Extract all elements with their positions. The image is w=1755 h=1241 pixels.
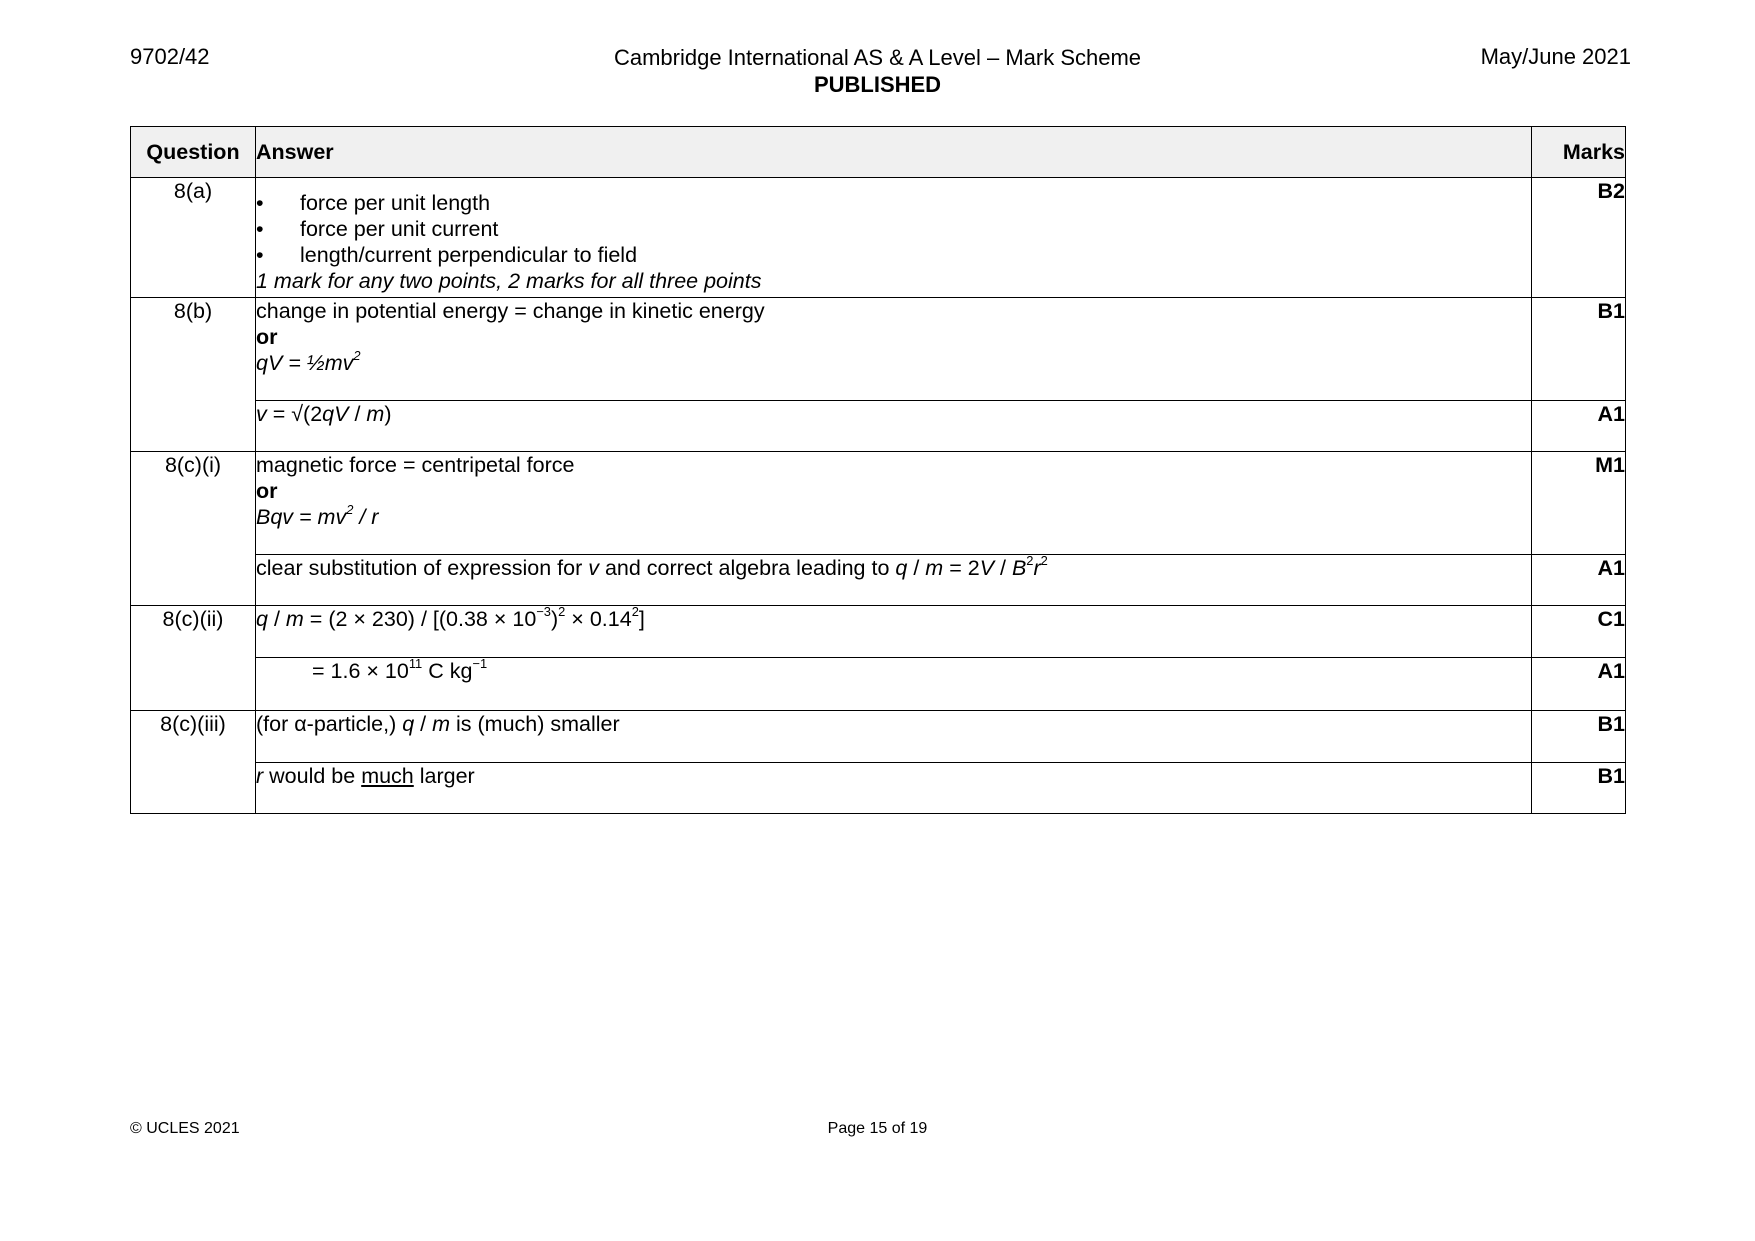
- mark-code: B1: [1532, 298, 1626, 401]
- bullet-icon: •: [256, 191, 264, 215]
- answer-cell: [256, 178, 1532, 298]
- slash: /: [348, 402, 367, 426]
- equation-text: × 0.14: [565, 607, 632, 631]
- equation-text: / r: [353, 505, 379, 529]
- table-row: [131, 606, 1626, 658]
- question-number: 8(a): [131, 178, 256, 298]
- answer-text: magnetic force = centripetal force: [256, 453, 575, 477]
- question-number: 8(b): [131, 298, 256, 452]
- mark-code: A1: [1532, 401, 1626, 452]
- var-qv: qV: [322, 402, 349, 426]
- answer-cell: [256, 452, 1532, 555]
- mark-code: C1: [1532, 606, 1626, 658]
- var-m: m: [285, 607, 304, 631]
- table-row: [131, 401, 1626, 452]
- superscript: 2: [631, 603, 639, 619]
- bullet-text: force per unit length: [300, 191, 491, 215]
- bullet-item: [256, 242, 1531, 268]
- superscript: 2: [346, 501, 354, 517]
- var-v: v: [588, 556, 599, 580]
- answer-text: and correct algebra leading to: [598, 556, 896, 580]
- var-q: q: [402, 712, 415, 736]
- answer-text: (for α-particle,): [256, 712, 403, 736]
- header-answer: Answer: [256, 127, 1532, 178]
- question-number: 8(c)(i): [131, 452, 256, 606]
- var-r: r: [256, 764, 264, 788]
- equation-text: = 2: [943, 556, 980, 580]
- answer-cell: [256, 552, 1532, 606]
- var-q: q: [895, 556, 908, 580]
- mark-code: A1: [1532, 658, 1626, 711]
- answer-text: change in potential energy = change in kinetic energy: [256, 299, 765, 323]
- slash: /: [907, 556, 926, 580]
- mark-scheme-table: [130, 126, 1626, 814]
- slash: /: [267, 607, 286, 631]
- or-label: or: [256, 325, 278, 349]
- published-label: PUBLISHED: [813, 72, 942, 97]
- equation-text: = (2 × 230) / [(0.38 × 10: [303, 607, 537, 631]
- var-r: r: [1033, 556, 1041, 580]
- mark-code: B1: [1532, 763, 1626, 814]
- copyright-notice: © UCLES 2021: [130, 1120, 240, 1137]
- equation-text: = √(2: [266, 402, 323, 426]
- mark-code: B2: [1532, 178, 1626, 298]
- equation-text: C kg: [422, 659, 473, 683]
- exam-session: May/June 2021: [1480, 44, 1631, 69]
- table-row: [131, 763, 1626, 814]
- bullet-text: length/current perpendicular to field: [300, 243, 638, 267]
- bullet-text: force per unit current: [300, 217, 499, 241]
- bullet-item: [256, 190, 1531, 216]
- answer-cell: [256, 655, 1532, 711]
- marking-note: 1 mark for any two points, 2 marks for all three points: [256, 269, 762, 293]
- table-row: [131, 298, 1626, 401]
- question-number: 8(c)(iii): [131, 711, 256, 814]
- page-number: Page 15 of 19: [827, 1120, 928, 1137]
- answer-cell: [256, 401, 1532, 452]
- bullet-icon: •: [256, 217, 264, 241]
- header-question: Question: [131, 127, 256, 178]
- bullet-item: [256, 216, 1531, 242]
- var-B: B: [1011, 556, 1027, 580]
- table-row: [131, 658, 1626, 711]
- equation-text: ]: [638, 607, 645, 631]
- superscript: 2: [558, 603, 566, 619]
- equation-text: Bqv = mv: [256, 505, 347, 529]
- mark-code: A1: [1532, 555, 1626, 606]
- slash: /: [414, 712, 433, 736]
- table-header-row: [131, 127, 1626, 178]
- var-V: V: [979, 556, 995, 580]
- superscript: 2: [1026, 552, 1034, 568]
- superscript: −1: [472, 655, 488, 671]
- equation-text: ): [384, 402, 392, 426]
- answer-cell: [256, 711, 1532, 763]
- or-label: or: [256, 479, 278, 503]
- superscript: 2: [1040, 552, 1048, 568]
- var-v: v: [256, 402, 267, 426]
- var-q: q: [256, 607, 268, 631]
- header-marks: Marks: [1532, 127, 1626, 178]
- bullet-icon: •: [256, 243, 264, 267]
- answer-cell: [256, 763, 1532, 814]
- answer-cell: [256, 603, 1532, 658]
- answer-text: larger: [413, 764, 475, 788]
- superscript: 11: [408, 655, 423, 671]
- var-m: m: [366, 402, 385, 426]
- document-title: Cambridge International AS & A Level – Mark Scheme: [613, 45, 1142, 70]
- paper-code: 9702/42: [130, 44, 210, 69]
- equation-text: = 1.6 × 10: [312, 659, 409, 683]
- result-line: [256, 655, 1531, 684]
- mark-code: M1: [1532, 452, 1626, 555]
- slash: /: [994, 556, 1012, 580]
- equation: [256, 347, 1531, 376]
- underlined-word: much: [361, 764, 414, 788]
- answer-text: would be: [263, 764, 362, 788]
- superscript: −3: [536, 603, 551, 619]
- equation: [256, 501, 1531, 530]
- mark-code: B1: [1532, 711, 1626, 763]
- equation-text: ): [550, 607, 559, 631]
- var-m: m: [925, 556, 944, 580]
- answer-text: is (much) smaller: [450, 712, 620, 736]
- superscript: 2: [353, 347, 361, 363]
- table-row: [131, 178, 1626, 298]
- table-row: [131, 452, 1626, 555]
- table-row: [131, 555, 1626, 606]
- answer-text: clear substitution of expression for: [256, 556, 589, 580]
- answer-cell: [256, 298, 1532, 401]
- question-number: 8(c)(ii): [131, 606, 256, 711]
- table-row: [131, 711, 1626, 763]
- var-m: m: [432, 712, 451, 736]
- equation-text: qV = ½mv: [256, 351, 354, 375]
